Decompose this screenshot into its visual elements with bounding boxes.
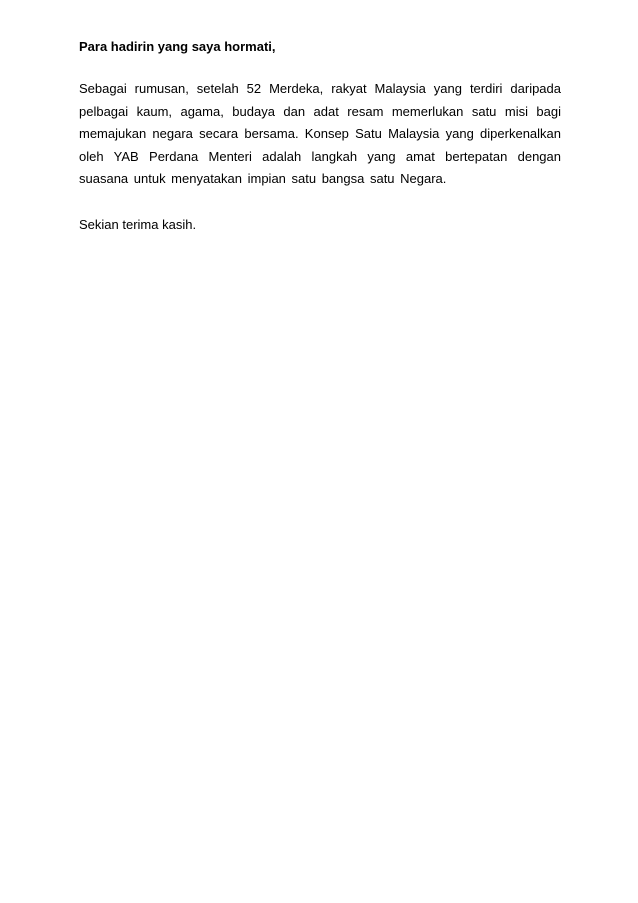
closing-line: Sekian terima kasih. [79,216,197,232]
body-paragraph: Sebagai rumusan, setelah 52 Merdeka, rakyat Malaysia yang terdiri daripada pelbagai kaum, agama, budaya dan adat resam memerlukan satu misi bagi memajukan negara secara bersama. Konsep Satu Malaysia yang diperkenalkan oleh YAB Perdana Menteri adalah langkah yang amat bertepatan dengan suasana untuk menyatakan impian satu bangsa satu Negara. [79,81,561,186]
salutation-heading: Para hadirin yang saya hormati, [79,39,276,54]
document-body [79,38,561,234]
